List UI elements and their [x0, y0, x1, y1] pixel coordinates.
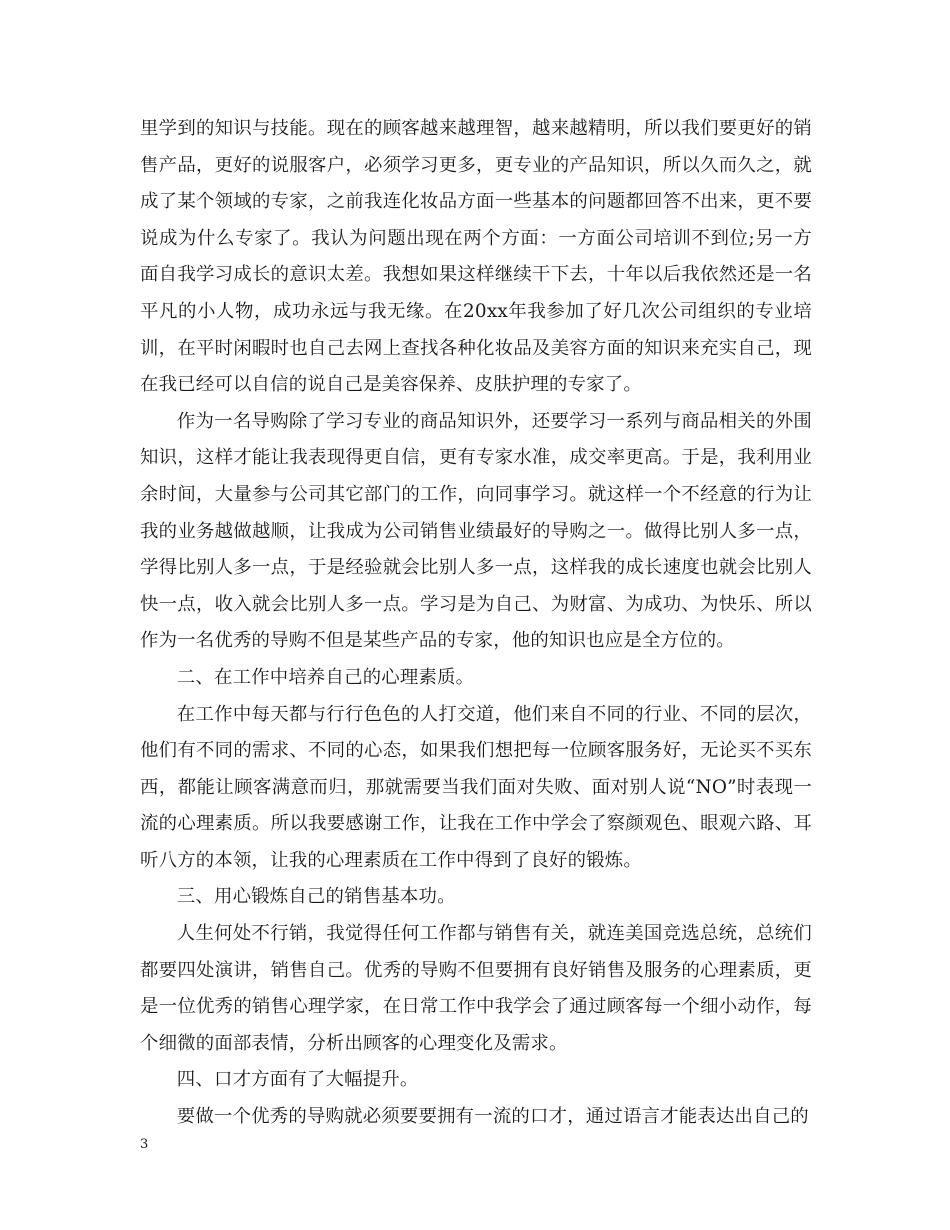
document-page [140, 111, 812, 1136]
paragraph-2: 作为一名导购除了学习专业的商品知识外，还要学习一系列与商品相关的外围知识，这样才能让我表现得更自信，更有专家水准，成交率更高。于是，我利用业余时间，大量参与公司其它部门的工作，向同事学习。就这样一个不经意的行为让我的业务越做越顺，让我成为公司销售业绩最好的导购之一。做得比别人多一点，学得比别人多一点，于是经验就会比别人多一点，这样我的成长速度也就会比别人快一点，收入就会比别人多一点。学习是为自己、为财富、为成功、为快乐、所以作为一名优秀的导购不但是某些产品的专家，他的知识也应是全方位的。 [140, 410, 812, 652]
paragraph-5: 要做一个优秀的导购就必须要要拥有一流的口才，通过语言才能表达出自己的 [176, 1106, 809, 1128]
page-number: 3 [140, 1137, 149, 1152]
section-heading-3: 三、用心锻炼自己的销售基本功。 [176, 886, 456, 908]
section-heading-2: 二、在工作中培养自己的心理素质。 [176, 666, 475, 688]
paragraph-4: 人生何处不行销，我觉得任何工作都与销售有关，就连美国竞选总统，总统们都要四处演讲，销售自己。优秀的导购不但要拥有良好销售及服务的心理素质，更是一位优秀的销售心理学家，在日常工作中我学会了通过顾客每一个细小动作，每个细微的面部表情，分析出顾客的心理变化及需求。 [140, 923, 812, 1054]
section-heading-4: 四、口才方面有了大幅提升。 [176, 1069, 419, 1091]
paragraph-3: 在工作中每天都与行行色色的人打交道，他们来自不同的行业、不同的层次，他们有不同的需求、不同的心态，如果我们想把每一位顾客服务好，无论买不买东西，都能让顾客满意而归，那就需要当我们面对失败、面对别人说“NO”时表现一流的心理素质。所以我要感谢工作，让我在工作中学会了察颜观色、眼观六路、耳听八方的本领，让我的心理素质在工作中得到了良好的锻炼。 [140, 703, 812, 871]
paragraph-1: 里学到的知识与技能。现在的顾客越来越理智，越来越精明，所以我们要更好的销售产品，更好的说服客户，必须学习更多，更专业的产品知识，所以久而久之，就成了某个领域的专家，之前我连化妆品方面一些基本的问题都回答不出来，更不要说成为什么专家了。我认为问题出现在两个方面：一方面公司培训不到位;另一方面自我学习成长的意识太差。我想如果这样继续干下去，十年以后我依然还是一名平凡的小人物，成功永远与我无缘。在20xx年我参加了好几次公司组织的专业培训，在平时闲暇时也自己去网上查找各种化妆品及美容方面的知识来充实自己，现在我已经可以自信的说自己是美容保养、皮肤护理的专家了。 [140, 118, 812, 396]
